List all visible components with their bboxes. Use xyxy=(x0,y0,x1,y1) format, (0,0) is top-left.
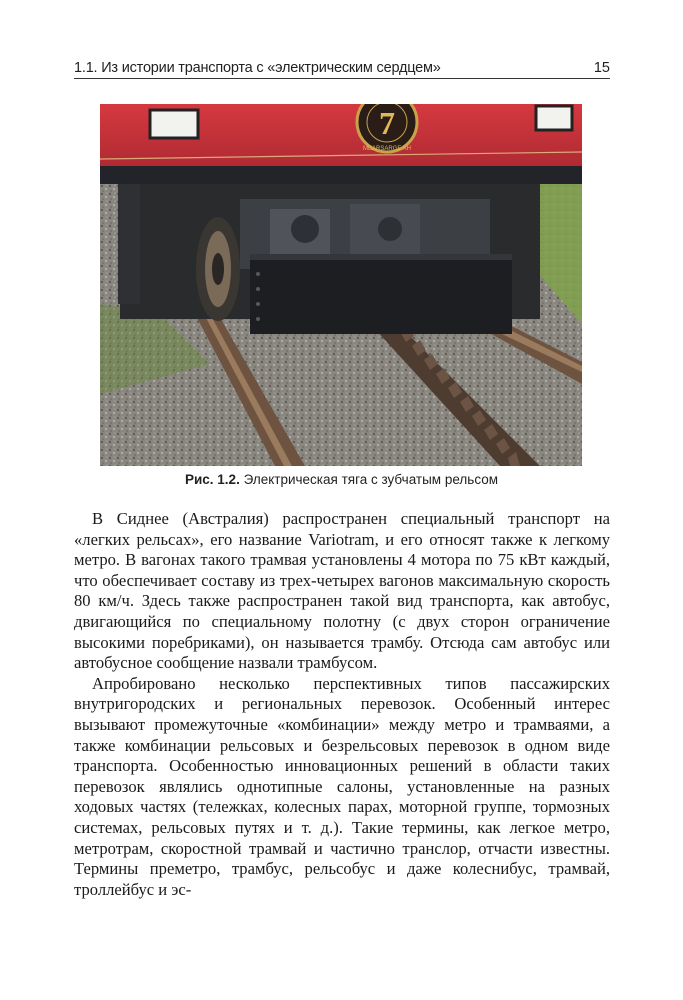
running-header-title: 1.1. Из истории транспорта с «электрическим сердцем» xyxy=(74,60,441,76)
figure-caption xyxy=(0,472,683,487)
body-text xyxy=(74,509,610,900)
running-header xyxy=(74,60,610,79)
figure-photo-rack-railway xyxy=(100,104,582,466)
paragraph: Апробировано несколько перспективных типов пассажирских внутригородских и региональных перевозок. Особенный интерес вызывают промежуточные «комбинации» между метро и трамваями, а также комбинации рельсовых и безрельсовых перевозок в одном виде транспорта. Особенностью инновационных решений в области таких перевозок являлись однотипные салоны, установленные на разных ходовых частях (тележках, колесных парах, моторной группе, тормозных системах, рельсовых путях и т. д.). Такие термины, как легкое метро, метротрам, скоростной трамвай и частично транслор, отчасти известны. Термины преметро, трамбус, рельсобус и даже колеснибус, трамвай, троллейбус и эс- xyxy=(74,673,610,899)
page-number: 15 xyxy=(593,60,610,76)
figure-caption-text: Электрическая тяга с зубчатым рельсом xyxy=(239,472,499,487)
emblem-number: 7 xyxy=(379,105,395,141)
emblem-ring-text: MEARSARGE AH xyxy=(362,146,412,152)
paragraph: В Сиднее (Австралия) распространен специальный транспорт на «легких рельсах», его название Variotram, и его относят также к легкому метро. В вагонах такого трамвая установлены 4 мотора по 75 кВт каждый, что обеспечивает составу из трех-четырех вагонов максимальную скорость 80 км/ч. Здесь также распространен такой вид транспорта, как автобус, двигающийся по специальному полотну (с двух сторон ограничение высокими поребриками), он называется трамбу. Отсюда сам автобус или автобусное сообщение назвали трамбусом. xyxy=(74,509,610,673)
figure-label: Рис. 1.2. xyxy=(184,472,240,487)
